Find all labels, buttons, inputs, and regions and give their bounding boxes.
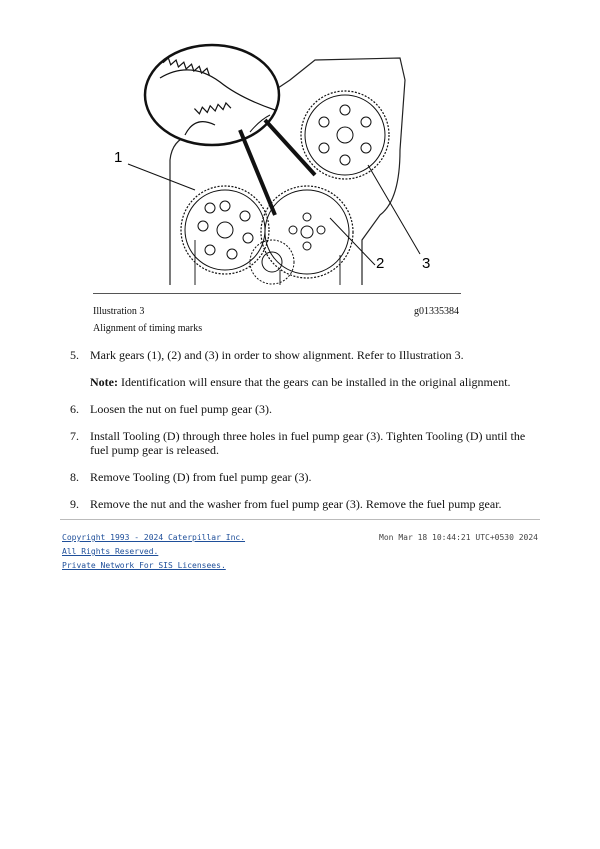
copyright-link[interactable]: Copyright 1993 - 2024 Caterpillar Inc. <box>62 533 246 542</box>
gear-diagram <box>100 40 460 290</box>
lower-gear <box>250 240 294 284</box>
step-number: 7. <box>70 429 79 443</box>
timing-gear-illustration <box>100 40 460 290</box>
caption-title: Illustration 3 <box>93 306 145 317</box>
idler-gear-2 <box>261 186 353 278</box>
network-link[interactable]: Private Network For SIS Licensees. <box>62 561 226 570</box>
crankshaft-gear-1 <box>181 186 269 274</box>
step-text: Remove the nut and the washer from fuel pump gear (3). Remove the fuel pump gear. <box>90 497 502 511</box>
step-number: 5. <box>70 348 79 362</box>
step-9 <box>70 497 540 511</box>
rights-link[interactable]: All Rights Reserved. <box>62 547 159 556</box>
image-id: g01335384 <box>414 306 459 317</box>
note-text: Identification will ensure that the gears can be installed in the original alignment. <box>117 375 511 389</box>
step-8 <box>70 470 540 484</box>
step-text: Install Tooling (D) through three holes in fuel pump gear (3). Tighten Tooling (D) until the fuel pump gear is released. <box>90 429 526 457</box>
procedure-steps <box>70 348 540 511</box>
step-7 <box>70 429 540 457</box>
step-number: 9. <box>70 497 79 511</box>
caption-rule <box>93 293 461 294</box>
note-label: Note: <box>90 375 118 389</box>
callout-1: 1 <box>114 149 123 166</box>
step-number: 6. <box>70 402 79 416</box>
step-text: Loosen the nut on fuel pump gear (3). <box>90 402 272 416</box>
footer-rule <box>60 519 540 520</box>
callout-2: 2 <box>376 255 385 272</box>
step-text: Remove Tooling (D) from fuel pump gear (3). <box>90 470 312 484</box>
note <box>90 375 540 389</box>
caption-text: Alignment of timing marks <box>93 323 203 334</box>
timestamp: Mon Mar 18 10:44:21 UTC+0530 2024 <box>379 533 538 542</box>
fuel-pump-gear-3 <box>301 91 389 179</box>
detail-magnifier <box>145 45 279 145</box>
step-number: 8. <box>70 470 79 484</box>
step-text: Mark gears (1), (2) and (3) in order to show alignment. Refer to Illustration 3. <box>90 348 464 362</box>
callout-3: 3 <box>422 255 431 272</box>
step-6 <box>70 402 540 416</box>
step-5 <box>70 348 540 362</box>
